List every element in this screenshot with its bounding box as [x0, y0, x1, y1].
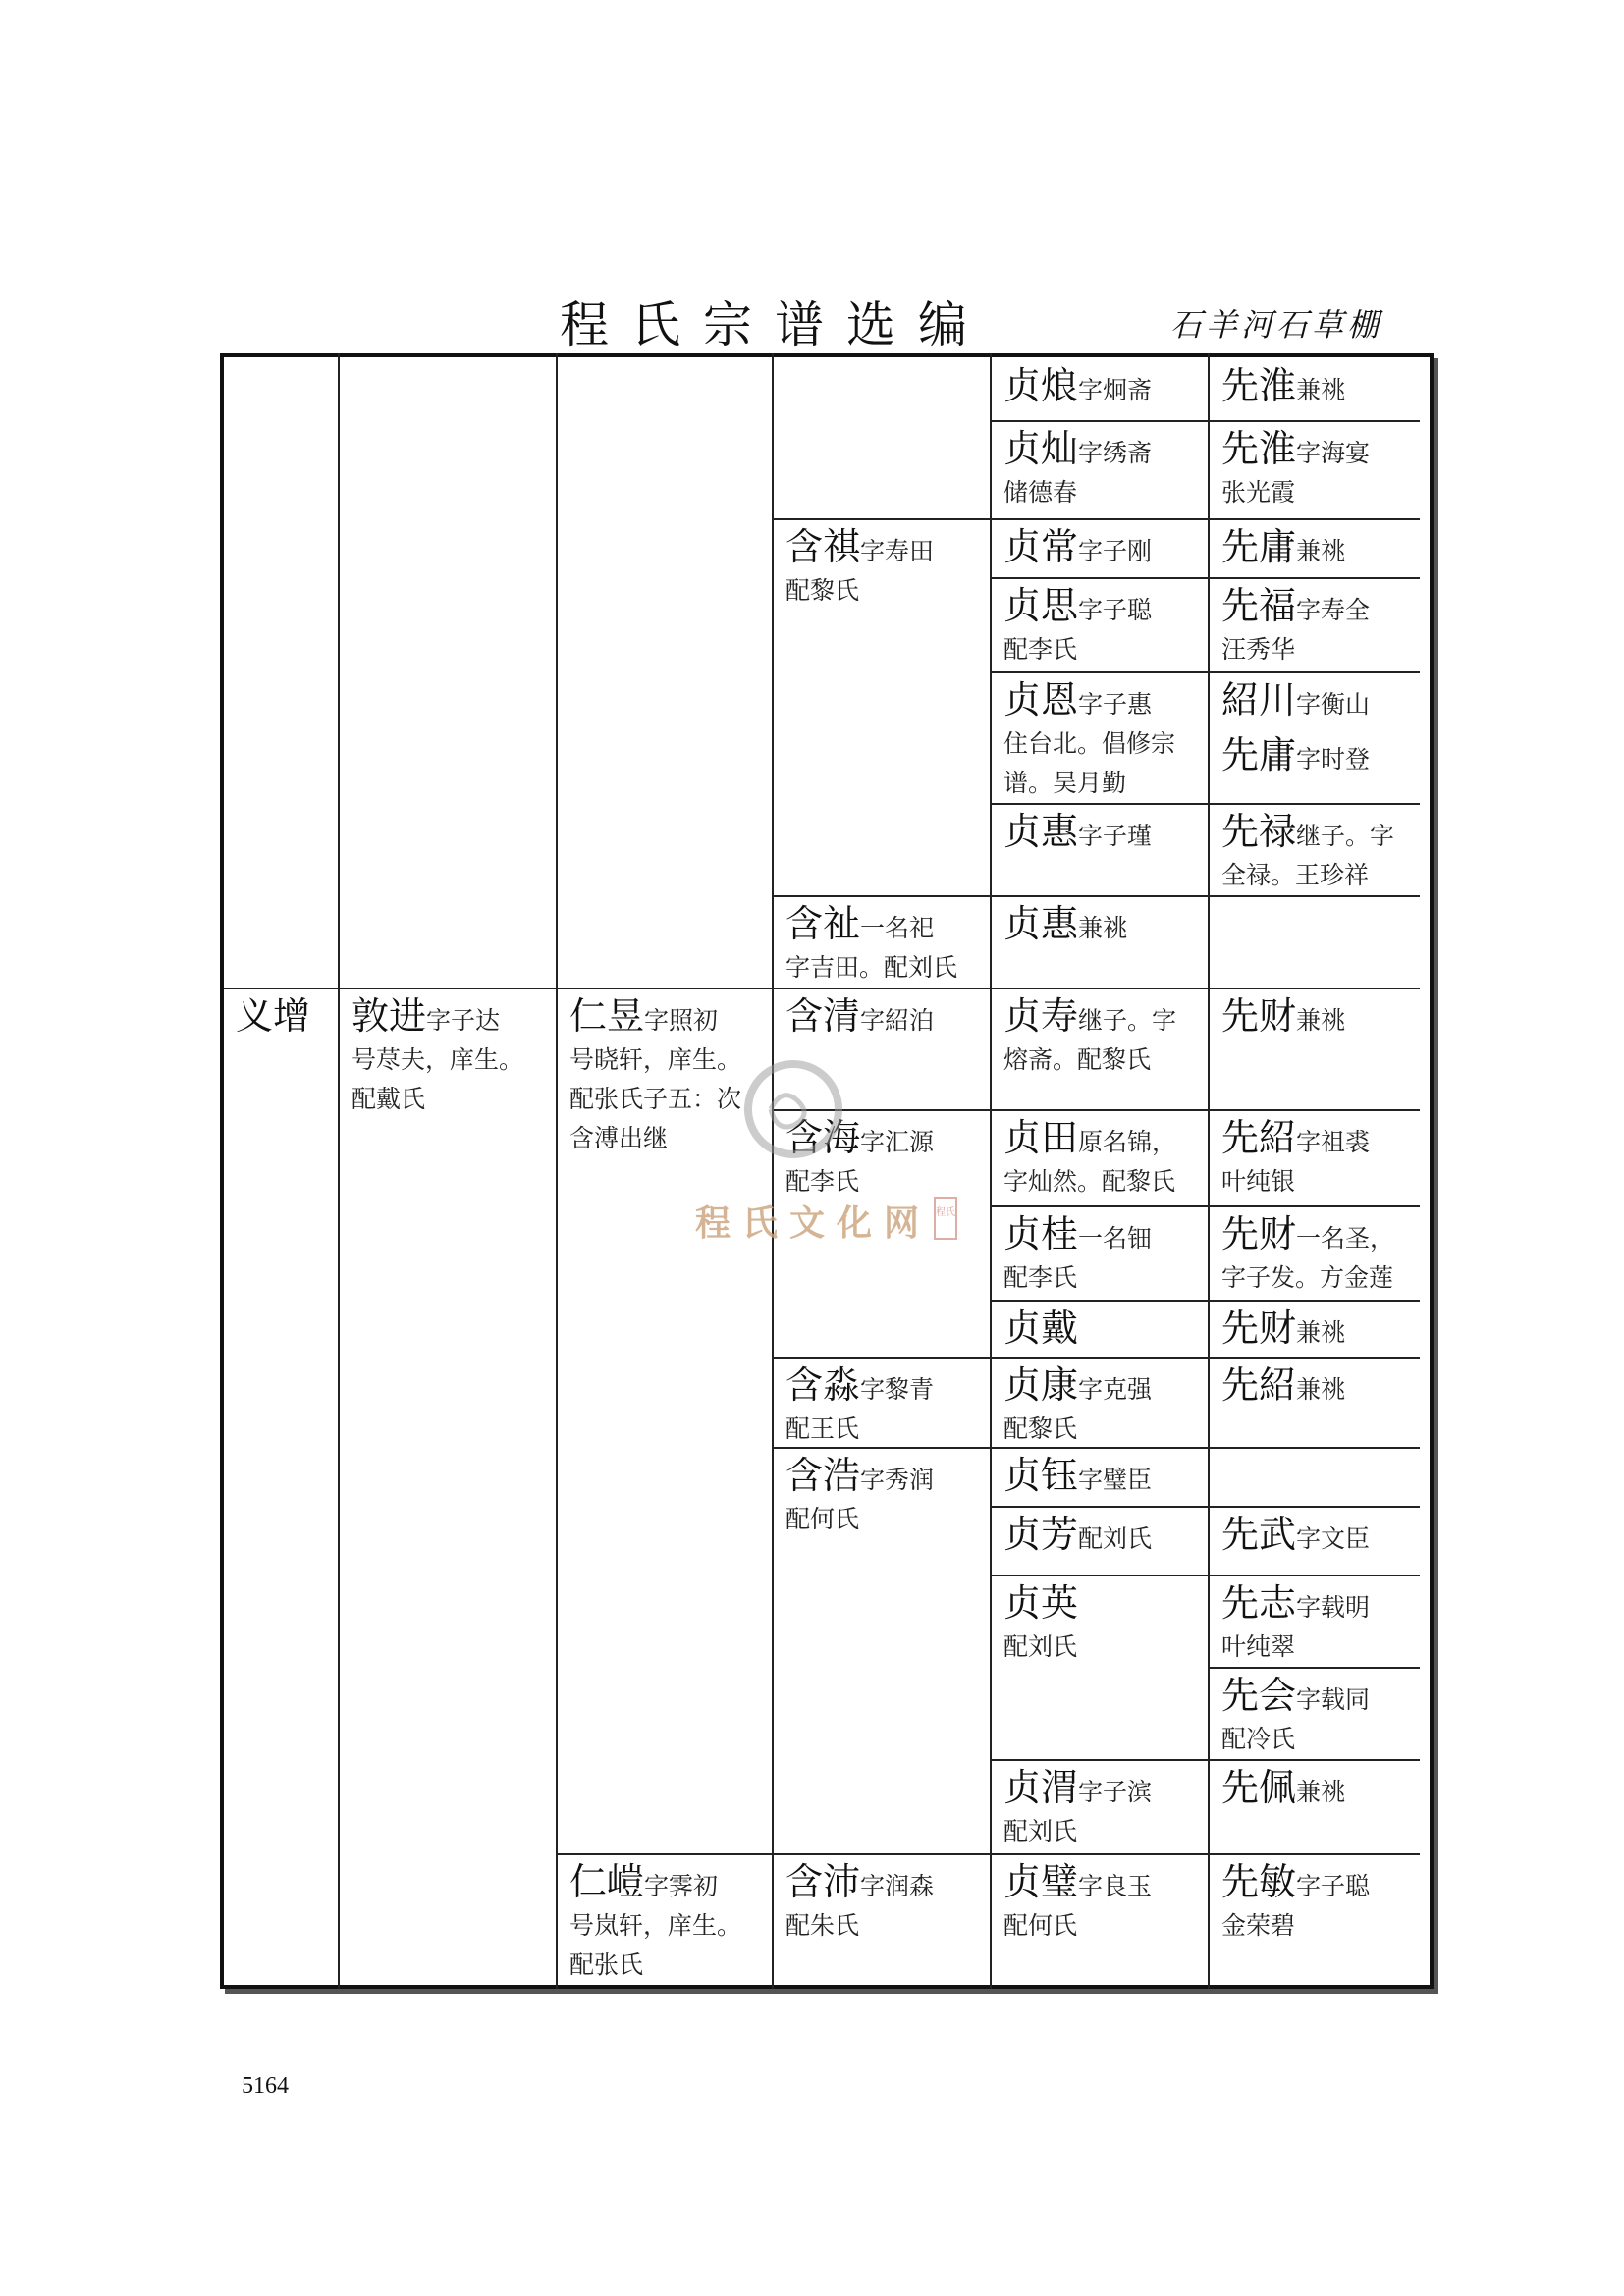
entry-c6-r6: [1210, 805, 1420, 895]
person-note: 字子滨: [1078, 1778, 1153, 1806]
person-name: 贞英: [1003, 1581, 1079, 1625]
person-note: 配刘氏: [1003, 1817, 1078, 1845]
person-note: 配李氏: [785, 1167, 860, 1196]
person-note: 配何氏: [785, 1505, 860, 1533]
person-note: 兼祧: [1296, 1375, 1346, 1404]
entry-c5-r7: [992, 897, 1208, 988]
person-note: 配冷氏: [1221, 1725, 1296, 1753]
person-name: 先财: [1221, 994, 1297, 1038]
person-note: 字载同: [1296, 1685, 1371, 1714]
person-note: 字炯斋: [1078, 376, 1153, 404]
page-number: 5164: [242, 2073, 289, 2099]
entry-c5-r5: [992, 673, 1208, 803]
person-note: 兼祧: [1078, 914, 1128, 942]
entry-c5-r9: [992, 1111, 1208, 1205]
person-note: 字润森: [860, 1872, 935, 1900]
entry-c5-r12: [992, 1359, 1208, 1447]
person-name: 贞惠: [1003, 902, 1079, 945]
person-name: 含祺: [785, 525, 861, 568]
entry-c6-r3: [1210, 520, 1420, 577]
person-note: 字子刚: [1078, 537, 1153, 565]
person-name: 贞钰: [1003, 1454, 1079, 1497]
person-note: 字克强: [1078, 1375, 1153, 1404]
person-note: 字霁初: [644, 1872, 719, 1900]
entry-hanpei: [774, 1855, 990, 1983]
person-note: 熔斋。配黎氏: [1003, 1045, 1152, 1074]
person-note: 字子聪: [1078, 596, 1153, 624]
entry-c6-r16: [1210, 1761, 1420, 1853]
person-name: 含浩: [785, 1454, 861, 1497]
person-note: 配王氏: [785, 1415, 860, 1443]
person-note: 字文臣: [1296, 1524, 1371, 1553]
person-note: 字绣斋: [1078, 439, 1153, 467]
person-name: 贞惠: [1003, 810, 1079, 853]
person-name: 先佩: [1221, 1766, 1297, 1809]
person-note: 一名圣，: [1296, 1224, 1395, 1253]
person-note: 配李氏: [1003, 635, 1078, 664]
person-name: 贞恩: [1003, 678, 1079, 721]
person-note: 配黎氏: [785, 576, 860, 605]
person-name: 含沛: [785, 1860, 861, 1903]
entry-hanqing: [774, 989, 990, 1109]
person-note: 字灿然。配黎氏: [1003, 1167, 1176, 1196]
person-name: 先庸: [1221, 525, 1297, 568]
person-name: 先淮: [1221, 364, 1297, 407]
person-name: 贞璧: [1003, 1860, 1079, 1903]
person-note: 金荣碧: [1221, 1911, 1296, 1940]
person-note: 号荩夫，庠生。: [352, 1045, 524, 1074]
person-note: 汪秀华: [1221, 635, 1296, 664]
person-note: 配刘氏: [1003, 1632, 1078, 1661]
person-note: 一名钿: [1078, 1224, 1153, 1253]
person-name: 先福: [1221, 584, 1297, 627]
person-note: 字寿全: [1296, 596, 1371, 624]
person-note: 原名锦，: [1078, 1128, 1177, 1156]
entry-c5-r4: [992, 579, 1208, 671]
person-note: 字紹泊: [860, 1006, 935, 1035]
entry-hanzhi: [774, 897, 990, 988]
person-note: 字衡山: [1296, 690, 1371, 719]
entry-c5-r13: [992, 1449, 1208, 1506]
entry-c5-r2: [992, 422, 1208, 518]
entry-c6-r8: [1210, 989, 1420, 1109]
person-note: 一名祀: [860, 914, 935, 942]
person-note: 字子达: [426, 1006, 501, 1035]
person-name: 义增: [236, 994, 311, 1038]
person-note: 全禄。王珍祥: [1221, 861, 1370, 889]
person-note: 号岚轩，庠生。: [569, 1911, 742, 1940]
person-name: 先庸: [1221, 733, 1297, 776]
page-title: 程氏宗谱选编: [560, 296, 990, 353]
person-note: 兼祧: [1296, 537, 1346, 565]
person-name: 贞戴: [1003, 1307, 1079, 1350]
entry-c5-r8: [992, 989, 1208, 1109]
person-note: 配何氏: [1003, 1911, 1078, 1940]
entry-hanqi: [774, 520, 990, 893]
person-note: 字时登: [1296, 745, 1371, 774]
entry-c5-r6: [992, 805, 1208, 895]
person-note: 号晓轩，庠生。: [569, 1045, 742, 1074]
person-name: 先敏: [1221, 1860, 1297, 1903]
entry-dunjin: [340, 989, 556, 1186]
person-note: 储德春: [1003, 478, 1078, 507]
person-name: 含清: [785, 994, 861, 1038]
person-name: 贞常: [1003, 525, 1079, 568]
person-note: 配张氏子五：次: [569, 1085, 742, 1113]
person-name: 贞桂: [1003, 1212, 1079, 1255]
entry-c6-r17: [1210, 1855, 1420, 1983]
person-name: 先会: [1221, 1674, 1297, 1717]
entry-c6-r5: [1210, 673, 1420, 803]
person-note: 字黎青: [860, 1375, 935, 1404]
person-note: 住台北。倡修宗: [1003, 729, 1176, 758]
person-name: 贞芳: [1003, 1513, 1079, 1556]
person-note: 字璧臣: [1078, 1466, 1153, 1494]
person-name: 贞寿: [1003, 994, 1079, 1038]
person-note: 字秀润: [860, 1466, 935, 1494]
person-note: 字载明: [1296, 1593, 1371, 1622]
person-note: 配朱氏: [785, 1911, 860, 1940]
person-name: 仁嵦: [569, 1860, 645, 1903]
person-name: 含祉: [785, 902, 861, 945]
person-name: 先紹: [1221, 1363, 1297, 1407]
entry-c5-r10: [992, 1207, 1208, 1300]
person-note: 字子发。方金莲: [1221, 1263, 1394, 1292]
watermark-seal: 程氏: [936, 1207, 955, 1218]
person-note: 配黎氏: [1003, 1415, 1078, 1443]
person-note: 字子惠: [1078, 690, 1153, 719]
person-note: 谱。吴月勤: [1003, 769, 1127, 797]
entry-c6-r10: [1210, 1207, 1420, 1300]
person-name: 紹川: [1221, 678, 1297, 721]
person-note: 配刘氏: [1078, 1524, 1153, 1553]
entry-c6-r12: [1210, 1359, 1420, 1447]
person-note: 叶纯银: [1221, 1167, 1296, 1196]
person-note: 张光霞: [1221, 478, 1296, 507]
person-note: 含溥出继: [569, 1124, 669, 1152]
person-name: 贞康: [1003, 1363, 1079, 1407]
entry-c6-r9: [1210, 1111, 1420, 1205]
person-name: 含海: [785, 1116, 861, 1159]
person-note: 字照初: [644, 1006, 719, 1035]
entry-c5-r3: [992, 520, 1208, 577]
person-note: 字吉田。配刘氏: [785, 953, 958, 982]
entry-yizeng: [224, 989, 338, 1186]
entry-c6-r2: [1210, 422, 1420, 518]
entry-c5-r1: [992, 359, 1208, 420]
entry-c6-r11: [1210, 1302, 1420, 1357]
entry-c5-r11: [992, 1302, 1208, 1357]
person-note: 字寿田: [860, 537, 935, 565]
entry-c5-r17: [992, 1855, 1208, 1983]
person-name: 敦进: [352, 994, 427, 1038]
watermark-text: 程氏文化网: [695, 1202, 932, 1244]
person-name: 先武: [1221, 1513, 1297, 1556]
location-subtitle: 石羊河石草棚: [1170, 306, 1383, 344]
person-note: 继子。字: [1296, 822, 1395, 850]
entry-c5-r16: [992, 1761, 1208, 1853]
person-note: 字汇源: [860, 1128, 935, 1156]
person-note: 字子聪: [1296, 1872, 1371, 1900]
person-note: 配李氏: [1003, 1263, 1078, 1292]
person-note: 兼祧: [1296, 1318, 1346, 1347]
person-note: 配戴氏: [352, 1085, 426, 1113]
entry-c6-r14: [1210, 1508, 1420, 1575]
person-note: 字良玉: [1078, 1872, 1153, 1900]
person-note: 叶纯翠: [1221, 1632, 1296, 1661]
person-name: 先财: [1221, 1212, 1297, 1255]
person-note: 字祖裘: [1296, 1128, 1371, 1156]
person-name: 先禄: [1221, 810, 1297, 853]
person-name: 含淼: [785, 1363, 861, 1407]
person-name: 先紹: [1221, 1116, 1297, 1159]
person-note: 兼祧: [1296, 1006, 1346, 1035]
entry-c6-r1: [1210, 359, 1420, 420]
entry-c6-r4: [1210, 579, 1420, 671]
person-name: 贞思: [1003, 584, 1079, 627]
person-name: 贞田: [1003, 1116, 1079, 1159]
entry-hanmiao: [774, 1359, 990, 1447]
person-name: 先志: [1221, 1581, 1297, 1625]
entry-c6-r15a: [1210, 1576, 1420, 1667]
person-name: 贞灿: [1003, 427, 1079, 470]
entry-c6-r15b: [1210, 1669, 1420, 1759]
entry-renkai: [558, 1855, 772, 1983]
person-name: 贞烺: [1003, 364, 1079, 407]
person-note: 字子瑾: [1078, 822, 1153, 850]
person-note: 字海宴: [1296, 439, 1371, 467]
entry-c5-r15: [992, 1576, 1208, 1759]
person-name: 先财: [1221, 1307, 1297, 1350]
person-note: 配张氏: [569, 1950, 644, 1979]
entry-c5-r14: [992, 1508, 1208, 1575]
person-note: 兼祧: [1296, 376, 1346, 404]
person-name: 先淮: [1221, 427, 1297, 470]
person-name: 仁昱: [569, 994, 645, 1038]
person-note: 继子。字: [1078, 1006, 1177, 1035]
person-note: 兼祧: [1296, 1778, 1346, 1806]
entry-hanhao: [774, 1449, 990, 1853]
person-name: 贞渭: [1003, 1766, 1079, 1809]
entry-renyu: [558, 989, 772, 1225]
